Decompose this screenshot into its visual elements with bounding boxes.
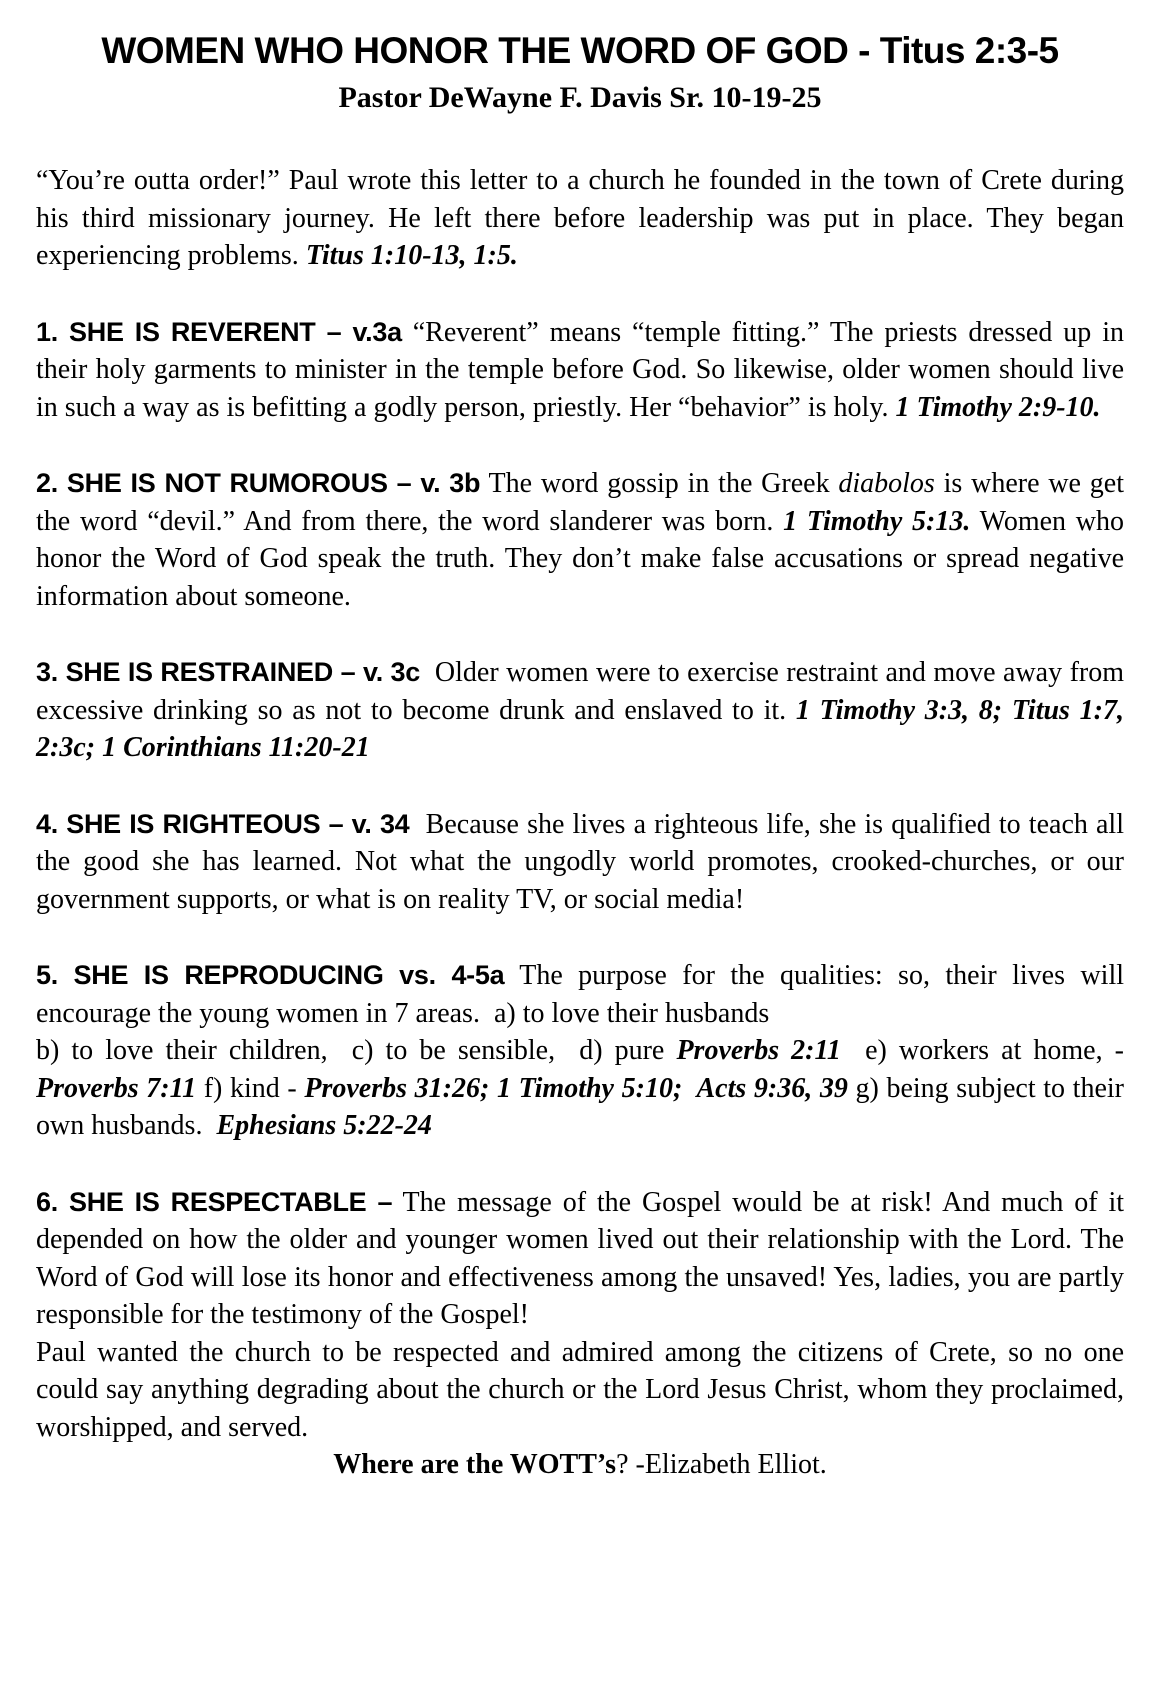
- text-run: Proverbs 7:11: [36, 1072, 197, 1104]
- section-heading: 2. SHE IS NOT RUMOROUS – v. 3b: [36, 468, 481, 498]
- document-body: [36, 162, 1132, 1446]
- text-run: Because she lives a righteous life, she is qualified to teach all the good she has learned. Not what the ungodly world promotes, crooked-churches, or our government supports, or what is on reality TV, or social media!: [36, 808, 1131, 915]
- text-run: The word gossip in the Greek: [480, 468, 839, 499]
- text-run: 1 Timothy 2:9-10.: [895, 391, 1101, 423]
- section-heading: 3. SHE IS RESTRAINED – v. 3c: [36, 657, 420, 687]
- closing-line: [36, 1446, 1124, 1484]
- paragraph-point-3-restrained: [36, 654, 1132, 767]
- section-heading: 6. SHE IS RESPECTABLE –: [36, 1186, 393, 1217]
- text-run: “You’re outta order!” Paul wrote this letter to a church he founded in the town of Crete during his third missionary journey. He left there before leadership was put in place. They began experiencing problems.: [36, 165, 1131, 271]
- text-run: Women who honor the Word of God speak the truth. They don’t make false accusations or spread negative information about someone.: [36, 505, 1132, 612]
- text-run: Ephesians 5:22-24: [216, 1110, 432, 1141]
- text-run: Proverbs 2:11: [676, 1035, 841, 1066]
- section-heading: 5. SHE IS REPRODUCING vs. 4-5a: [36, 960, 505, 990]
- section-heading: 4. SHE IS RIGHTEOUS – v. 34: [36, 808, 410, 839]
- paragraph-intro: [36, 162, 1131, 275]
- text-run: 1 Timothy 5:13.: [783, 505, 971, 537]
- text-run: The purpose for the qualities: so, their lives will encourage the young women in 7 areas. a) to love their husbands: [36, 960, 1132, 1029]
- text-run: “Reverent” means “temple fitting.” The priests dressed up in their holy garments to minister in the temple before God. So likewise, older women should live in such a way as is befitting a godly person, priestly. Her “behavior” is holy.: [36, 316, 1131, 423]
- document-title: WOMEN WHO HONOR THE WORD OF GOD - Titus 2:3-5: [101, 30, 1059, 71]
- paragraph-point-5-reproducing: [36, 957, 1132, 1145]
- text-run: f) kind -: [196, 1072, 305, 1104]
- document-subtitle: Pastor DeWayne F. Davis Sr. 10-19-25: [338, 81, 822, 114]
- closing-attribution: ? -Elizabeth Elliot.: [616, 1449, 827, 1480]
- text-run: Proverbs 31:26; 1 Timothy 5:10; Acts 9:36, 39: [304, 1072, 848, 1104]
- text-run: Titus 1:10-13, 1:5.: [305, 240, 518, 271]
- text-run: Paul wanted the church to be respected and admired among the citizens of Crete, so no one could say anything degrading about the church or the Lord Jesus Christ, whom they proclaimed, worshipped, and served.: [36, 1336, 1131, 1443]
- text-run: g) being subject to their own husbands.: [36, 1072, 1131, 1141]
- text-run: 1 Timothy 3:3, 8; Titus 1:7, 2:3c; 1 Corinthians 11:20-21: [36, 694, 1131, 763]
- paragraph-point-4-righteous: [36, 806, 1131, 919]
- section-heading: 1. SHE IS REVERENT – v.3a: [36, 316, 402, 347]
- text-run: is where we get the word “devil.” And from there, the word slanderer was born.: [36, 468, 1131, 537]
- paragraph-point-6-respectable: [36, 1184, 1131, 1447]
- text-run: diabolos: [838, 468, 935, 499]
- paragraph-point-2-not-rumorous: [36, 465, 1132, 615]
- text-run: e) workers at home, -: [840, 1035, 1132, 1066]
- closing-question: Where are the WOTT’s: [333, 1449, 617, 1480]
- text-run: Older women were to exercise restraint and move away from excessive drinking so as not to become drunk and enslaved to it.: [36, 657, 1132, 726]
- text-run: b) to love their children, c) to be sensible, d) pure: [36, 1035, 677, 1066]
- text-run: The message of the Gospel would be at risk! And much of it depended on how the older and younger women lived out their relationship with the Lord. The Word of God will lose its honor and effectiveness among the unsaved! Yes, ladies, you are partly responsible for the testimony of the Gospel!: [36, 1186, 1131, 1330]
- paragraph-point-1-reverent: [36, 314, 1131, 427]
